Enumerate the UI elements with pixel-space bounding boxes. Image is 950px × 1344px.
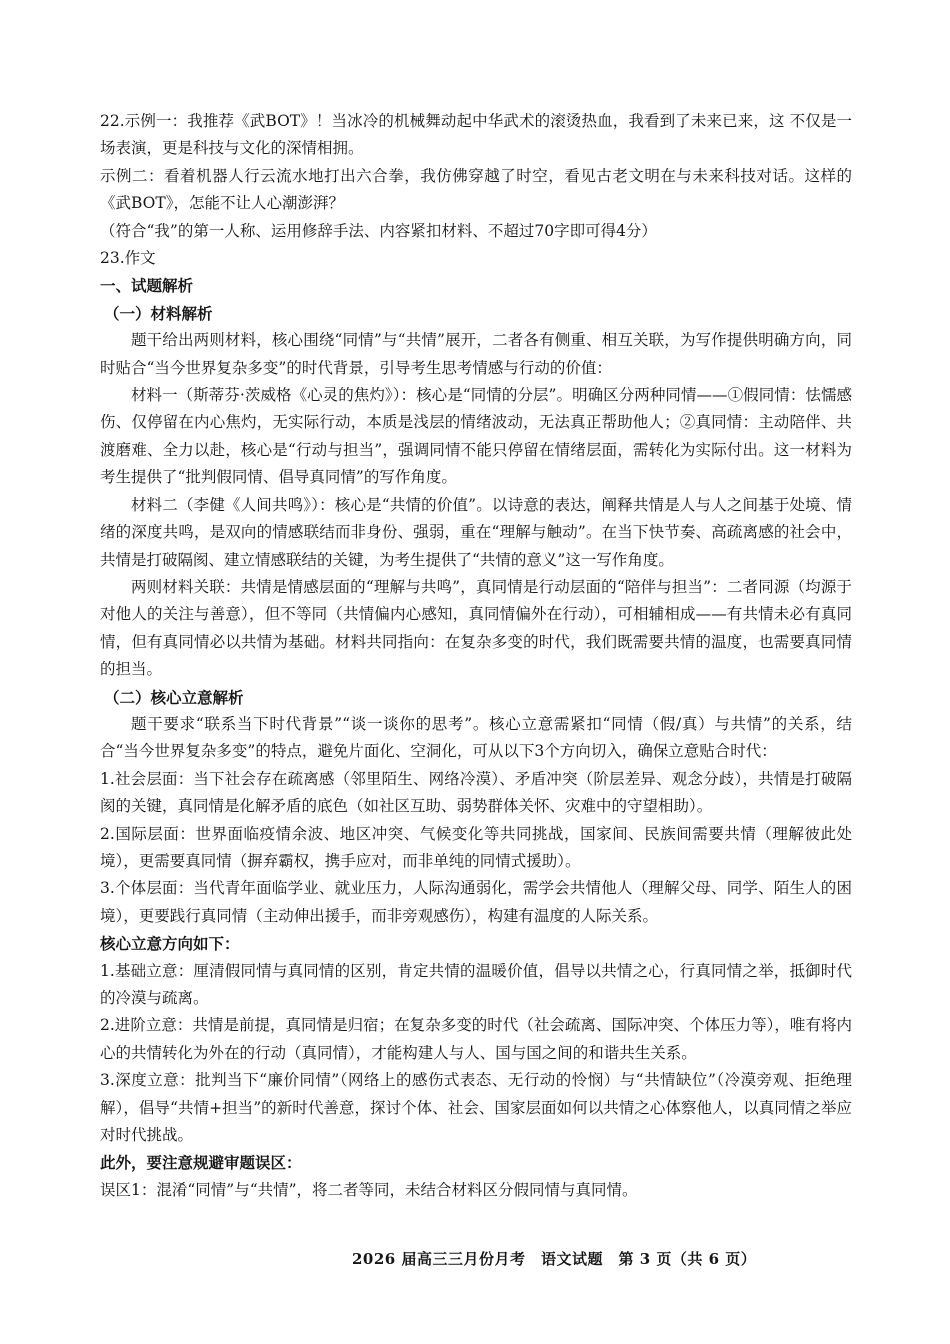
paragraph-international-level: 2.国际层面：世界面临疫情余波、地区冲突、气候变化等共同挑战，国家间、民族间需要共情（理解彼此处境），更需要真同情（摒弃霸权，携手应对，而非单纯的同情式援助）。 (100, 824, 852, 870)
paragraph-basic-theme: 1.基础立意：厘清假同情与真同情的区别，肯定共情的温暖价值，倡导以共情之心，行真同情之举，抵御时代的冷漠与疏离。 (100, 961, 852, 1007)
paragraph-social-level: 1.社会层面：当下社会存在疏离感（邻里陌生、网络冷漠）、矛盾冲突（阶层差异、观念分歧），共情是打破隔阂的关键，真同情是化解矛盾的底色（如社区互助、弱势群体关怀、灾难中的守望相助）。 (100, 769, 852, 816)
page-footer: 2026 届高三三月份月考 语文试题 第 3 页（共 6 页） (352, 1250, 757, 1268)
paragraph-intro: 题干给出两则材料，核心围绕“同情”与“共情”展开，二者各有侧重、相互关联，为写作提供明确方向，同时贴合“当今世界复杂多变”的时代背景，引导考生思考情感与行动的价值： (100, 331, 852, 377)
paragraph-material-relation: 两则材料关联：共情是情感层面的“理解与共鸣”，真同情是行动层面的“陪伴与担当”：二者同源（均源于对他人的关注与善意），但不等同（共情偏内心感知，真同情偏外在行动），可相辅相成——有共情未必有真同情，但有真同情必以共情为基础。材料共同指向：在复杂多变的时代，我们既需要共情的温度，也需要真同情的担当。 (100, 577, 852, 679)
paragraph-core-theme: 题干要求“联系当下时代背景”“谈一谈你的思考”。核心立意需紧扣“同情（假/真）与共情”的关系，结合“当今世界复杂多变”的特点，避免片面化、空洞化，可从以下3个方向切入，确保立意贴合时代： (100, 714, 852, 761)
heading-theme-directions: 核心立意方向如下： (100, 934, 240, 954)
q22-example-2: 示例二：看着机器人行云流水地打出六合拳，我仿佛穿越了时空，看见古老文明在与未来科技对话。这样的《武BOT》，怎能不让人心潮澎湃？ (100, 166, 852, 213)
paragraph-advanced-theme: 2.进阶立意：共情是前提，真同情是归宿；在复杂多变的时代（社会疏离、国际冲突、个体压力等），唯有将内心的共情转化为外在的行动（真同情），才能构建人与人、国与国之间的和谐共生关系。 (100, 1016, 852, 1062)
answer-content (100, 108, 852, 1204)
section-heading-analysis: 一、试题解析 (100, 276, 194, 296)
paragraph-material-2: 材料二（李健《人间共鸣》）：核心是“共情的价值”。以诗意的表达，阐释共情是人与人之间基于处境、情绪的深度共鸣，是双向的情感联结而非身份、强弱，重在“理解与触动”。在当下快节奏、高疏离感的社会中，共情是打破隔阂、建立情感联结的关键，为考生提供了“共情的意义”这一写作角度。 (100, 495, 852, 569)
q22-example-1: 22.示例一：我推荐《武BOT》！当冰冷的机械舞动起中华武术的滚烫热血，我看到了未来已来，这 不仅是一场表演，更是科技与文化的深情相拥。 (100, 112, 852, 158)
q23-title: 23.作文 (100, 249, 156, 268)
paragraph-misreading-1: 误区1：混淆“同情”与“共情”，将二者等同，未结合材料区分假同情与真同情。 (100, 1180, 638, 1199)
heading-misreading: 此外，要注意规避审题误区： (100, 1153, 302, 1173)
q22-scoring-note: （符合“我”的第一人称、运用修辞手法、内容紧扣材料、不超过70字即可得4分） (100, 221, 657, 240)
subheading-core-theme: （二）核心立意解析 (104, 687, 244, 707)
paragraph-individual-level: 3.个体层面：当代青年面临学业、就业压力，人际沟通弱化，需学会共情他人（理解父母、同学、陌生人的困境），更要践行真同情（主动伸出援手，而非旁观感伤），构建有温度的人际关系。 (100, 879, 852, 925)
paragraph-material-1: 材料一（斯蒂芬·茨威格《心灵的焦灼》）：核心是“同情的分层”。明确区分两种同情——①假同情：怯懦感伤、仅停留在内心焦灼，无实际行动，本质是浅层的情绪波动，无法真正帮助他人；②真同情：主动陪伴、共渡磨难、全力以赴，核心是“行动与担当”，强调同情不能只停留在情绪层面，需转化为实际付出。这一材料为考生提供了“批判假同情、倡导真同情”的写作角度。 (100, 386, 852, 487)
subheading-material-analysis: （一）材料解析 (104, 303, 213, 323)
paragraph-deep-theme: 3.深度立意：批判当下“廉价同情”（网络上的感伤式表态、无行动的怜悯）与“共情缺位”（冷漠旁观、拒绝理解），倡导“共情+担当”的新时代善意，探讨个体、社会、国家层面如何以共情之心体察他人，以真同情之举应对时代挑战。 (100, 1071, 852, 1145)
